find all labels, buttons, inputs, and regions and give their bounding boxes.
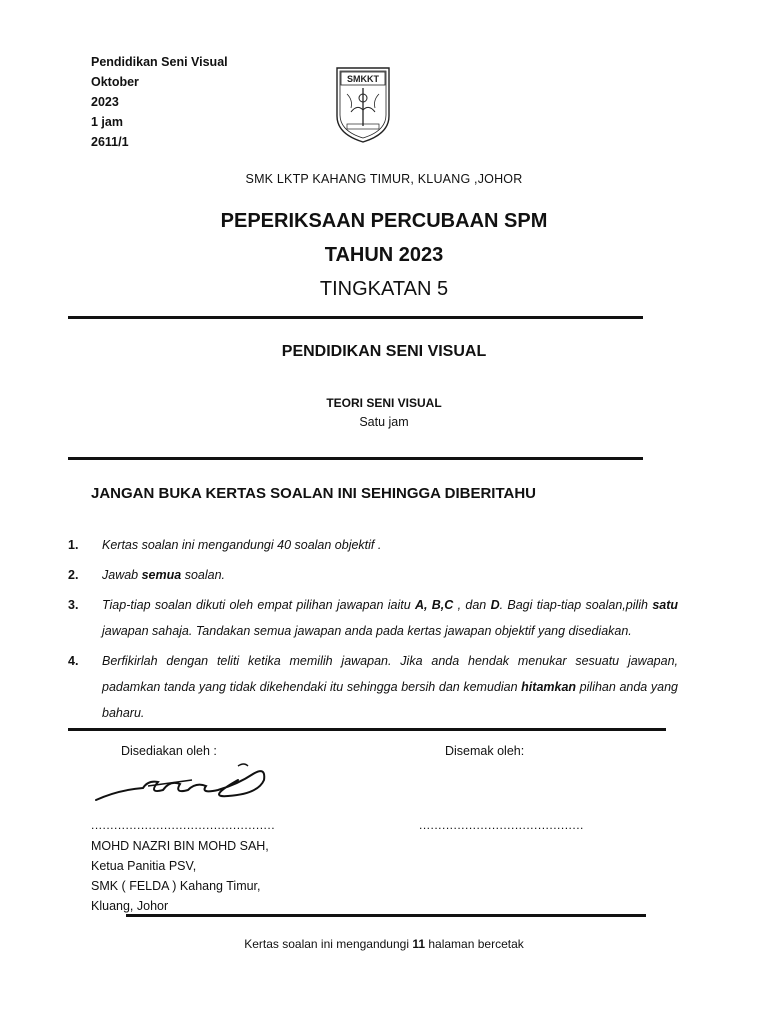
instruction-text	[102, 648, 678, 726]
instruction-emphasis: hitamkan	[521, 680, 577, 694]
preparer-details	[91, 836, 269, 916]
instruction-emphasis: A, B,C	[414, 598, 454, 612]
instruction-item	[68, 648, 678, 726]
prepared-by-label: Disediakan oleh :	[121, 744, 217, 758]
divider-middle	[68, 457, 643, 460]
exam-form: TINGKATAN 5	[319, 278, 449, 300]
exam-meta	[91, 52, 228, 152]
page-count-note	[0, 937, 768, 951]
paper-name: TEORI SENI VISUAL	[326, 396, 442, 410]
meta-month: Oktober	[91, 75, 139, 89]
checked-by-label: Disemak oleh:	[445, 744, 525, 758]
meta-year: 2023	[91, 95, 119, 109]
instruction-text	[102, 532, 678, 558]
svg-text:SMKKT: SMKKT	[347, 74, 379, 84]
exam-title: PEPERIKSAAN PERCUBAAN SPM	[220, 210, 548, 232]
instruction-emphasis: semua	[141, 568, 182, 582]
instruction-number: 2.	[68, 568, 79, 582]
preparer-role: Ketua Panitia PSV,	[91, 859, 197, 873]
instruction-number: 3.	[68, 598, 79, 612]
divider-top	[68, 316, 643, 319]
instruction-fragment: . Bagi tiap-tiap soalan,pilih	[499, 598, 653, 612]
instruction-fragment: soalan.	[181, 568, 225, 582]
instruction-fragment: Berfikirlah dengan teliti ketika memilih jawapan. Jika anda hendak menukar sesuatu jawapan, padamkan tanda yang tidak dikehendaki itu sehingga bersih dan kemudian	[102, 654, 678, 694]
instruction-emphasis: satu	[652, 598, 679, 612]
instruction-emphasis: D	[490, 598, 500, 612]
divider-footer	[126, 914, 646, 917]
footer-pages: 11	[412, 937, 426, 951]
exam-year: TAHUN 2023	[324, 244, 444, 266]
instruction-fragment: Kertas soalan ini mengandungi 40 soalan objektif .	[102, 538, 382, 552]
instructions-list	[68, 532, 678, 730]
prepared-signature-line: ................................................	[91, 818, 276, 832]
paper-duration: Satu jam	[359, 415, 409, 429]
instruction-text	[102, 592, 678, 644]
instruction-text	[102, 562, 678, 588]
preparer-place: Kluang, Johor	[91, 899, 169, 913]
instruction-number: 1.	[68, 538, 79, 552]
instruction-fragment: jawapan sahaja. Tandakan semua jawapan anda pada kertas jawapan objektif yang disediakan.	[102, 624, 632, 638]
preparer-school: SMK ( FELDA ) Kahang Timur,	[91, 879, 261, 893]
instruction-fragment: Jawab	[102, 568, 142, 582]
warning-notice: JANGAN BUKA KERTAS SOALAN INI SEHINGGA DIBERITAHU	[91, 485, 537, 502]
meta-subject: Pendidikan Seni Visual	[91, 55, 228, 69]
signature-image	[88, 760, 278, 810]
school-crest-logo	[333, 64, 393, 144]
preparer-name: MOHD NAZRI BIN MOHD SAH,	[91, 839, 269, 853]
meta-duration: 1 jam	[91, 115, 123, 129]
subject-title: PENDIDIKAN SENI VISUAL	[281, 343, 487, 360]
instruction-item	[68, 562, 678, 588]
instruction-fragment: Tiap-tiap soalan dikuti oleh empat pilihan jawapan iaitu	[102, 598, 415, 612]
instruction-item	[68, 532, 678, 558]
instruction-item	[68, 592, 678, 644]
divider-bottom	[68, 728, 666, 731]
footer-before: Kertas soalan ini mengandungi	[244, 937, 413, 951]
instruction-fragment: , dan	[453, 598, 491, 612]
school-name: SMK LKTP KAHANG TIMUR, KLUANG ,JOHOR	[245, 172, 523, 186]
checked-signature-line: ...........................................	[419, 818, 584, 832]
instruction-number: 4.	[68, 654, 79, 668]
instruction-fragment: pilihan anda yang baharu.	[102, 680, 678, 720]
footer-after: halaman bercetak	[425, 937, 524, 951]
meta-code: 2611/1	[91, 135, 129, 149]
